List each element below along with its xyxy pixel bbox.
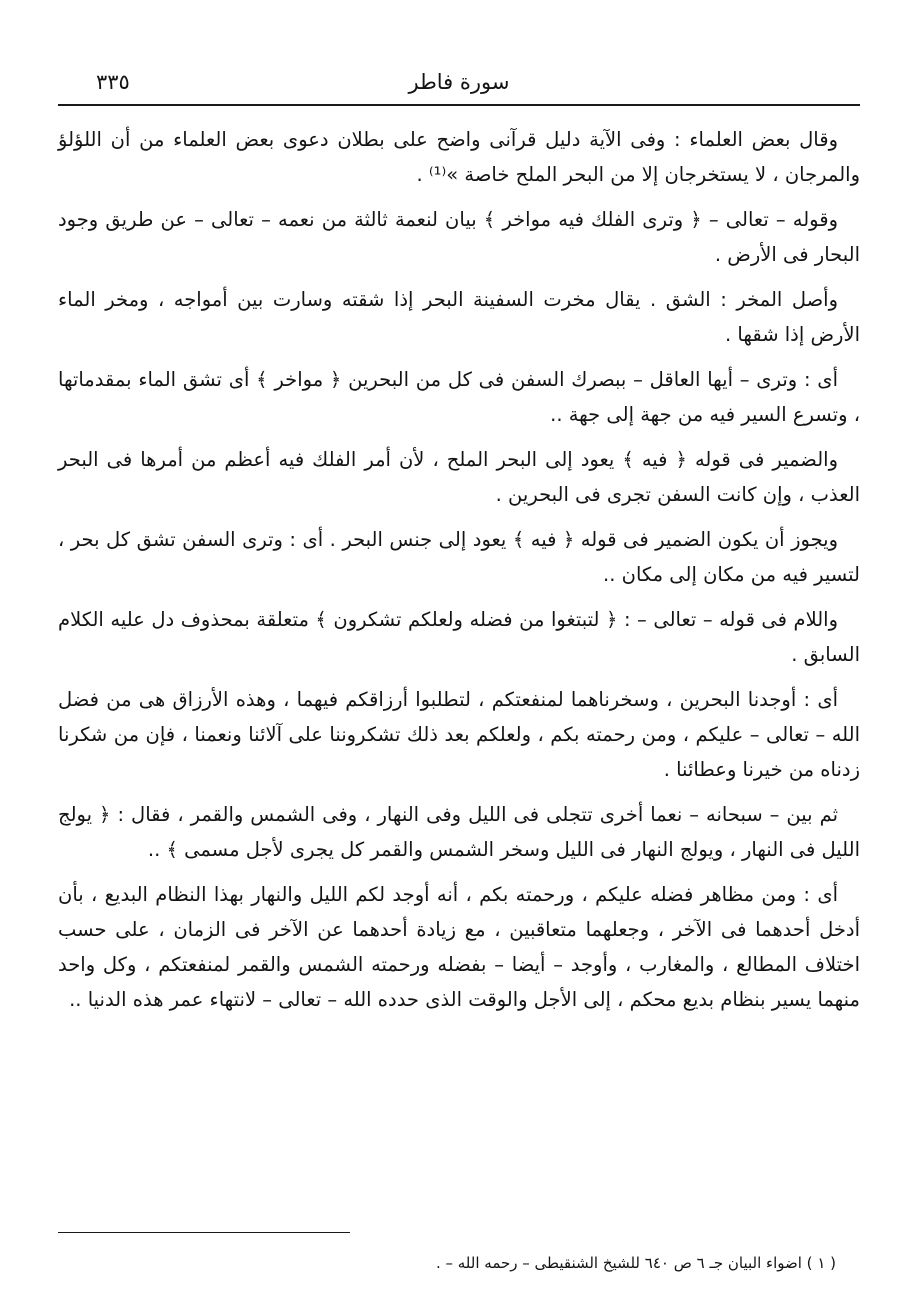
paragraph: واللام فى قوله – تعالى – : ﴿ لتبتغوا من فضله ولعلكم تشكرون ﴾ متعلقة بمحذوف دل عليه الكلام السابق . [58, 608, 860, 666]
paragraph: والضمير فى قوله ﴿ فيه ﴾ يعود إلى البحر الملح ، لأن أمر الفلك فيه أعظم من أمرها فى البحر العذب ، وإن كانت السفن تجرى فى البحرين . [58, 448, 860, 506]
footnote: ( ١ ) اضواء البيان جـ ٦ ص ٦٤٠ للشيخ الشنقيطى – رحمه الله – . [435, 1254, 836, 1272]
paragraph: أى : ومن مظاهر فضله عليكم ، ورحمته بكم ، أنه أوجد لكم الليل والنهار بهذا النظام البديع ، بأن أدخل أحدهما فى الآخر ، وجعلهما متعاقبين ، مع زيادة أحدهما عن الآخر فى الزمان ، على حسب اختلاف المطالع ، والمغارب ، وأوجد – أيضا – بفضله ورحمته الشمس والقمر لمنفعتكم ، وكل واحد منهما يسير بنظام بديع محكم ، إلى الأجل والوقت الذى حدده الله – تعالى – لانتهاء عمر هذه الدنيا .. [58, 883, 860, 1011]
paragraph: وقوله – تعالى – ﴿ وترى الفلك فيه مواخر ﴾ بيان لنعمة ثالثة من نعمه – تعالى – عن طريق وجود البحار فى الأرض . [58, 208, 860, 266]
paragraph: أى : وترى – أيها العاقل – ببصرك السفن فى كل من البحرين ﴿ مواخر ﴾ أى تشق الماء بمقدماتها ، وتسرع السير فيه من جهة إلى جهة .. [58, 368, 860, 426]
paragraph: ويجوز أن يكون الضمير فى قوله ﴿ فيه ﴾ يعود إلى جنس البحر . أى : وترى السفن تشق كل بحر ، لتسير فيه من مكان إلى مكان .. [58, 528, 860, 586]
paragraph: ثم بين – سبحانه – نعما أخرى تتجلى فى الليل وفى النهار ، وفى الشمس والقمر ، فقال : ﴿ يولج الليل فى النهار ، ويولج النهار فى الليل وسخر الشمس والقمر كل يجرى لأجل مسمى ﴾ .. [58, 803, 860, 861]
page-header [58, 58, 860, 106]
footnote-divider [58, 1232, 350, 1233]
book-page [58, 58, 860, 1272]
paragraph: أى : أوجدنا البحرين ، وسخرناهما لمنفعتكم ، لتطلبوا أرزاقكم فيهما ، وهذه الأرزاق هى من فضل الله – تعالى – عليكم ، ومن رحمته بكم ، ولعلكم بعد ذلك تشكروننا على آلائنا ونعمنا ، فإن من شكرنا زدناه من خيرنا وعطائنا . [58, 688, 860, 781]
paragraph: وأصل المخر : الشق . يقال مخرت السفينة البحر إذا شقته وسارت بين أمواجه ، ومخر الماء الأرض إذا شقها . [58, 288, 860, 346]
page-number: ٣٣٥ [96, 70, 130, 94]
paragraph: وقال بعض العلماء : وفى الآية دليل قرآنى واضح على بطلان دعوى بعض العلماء من أن اللؤلؤ والمرجان ، لا يستخرجان إلا من البحر الملح خاصة »⁽¹⁾ . [58, 128, 860, 186]
page-body [58, 122, 860, 1027]
surah-title: سورة فاطر [408, 70, 510, 94]
